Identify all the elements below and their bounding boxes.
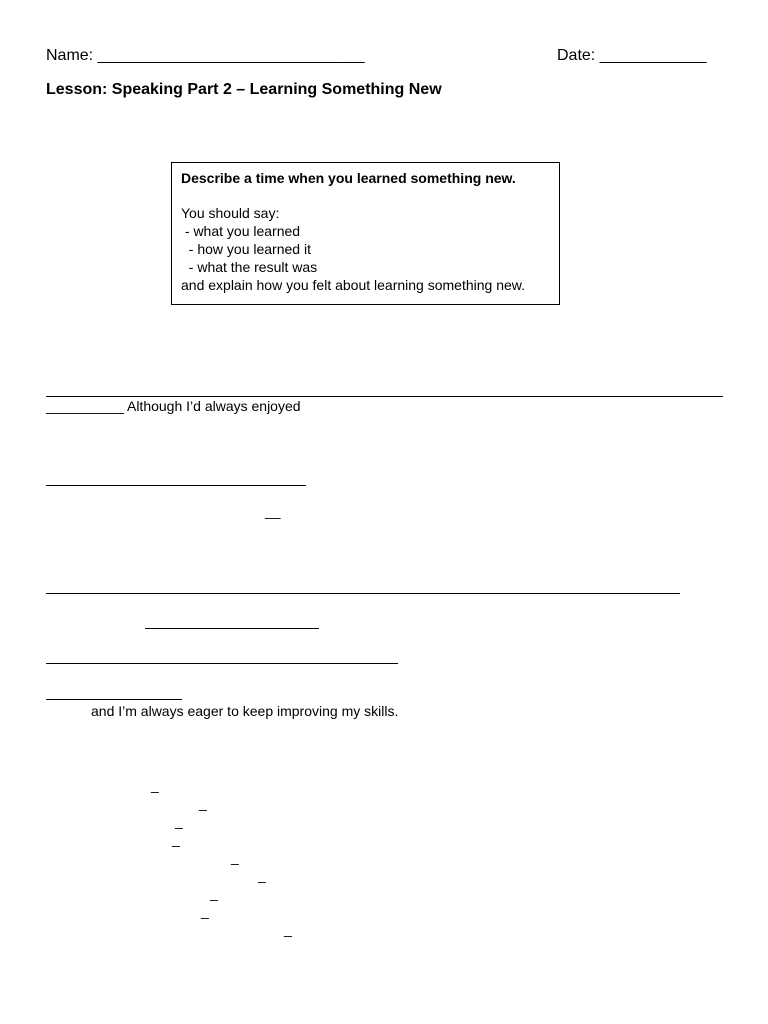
answer-dash: _	[210, 885, 218, 901]
answer-dash: _	[172, 831, 180, 847]
answer-dash: __	[265, 503, 281, 519]
answer-blank-line[interactable]	[46, 699, 182, 700]
date-field-label: Date: ____________	[557, 47, 707, 64]
answer-blank-line[interactable]	[46, 485, 306, 486]
cue-card-closing: and explain how you felt about learning something new.	[181, 277, 526, 293]
lesson-title: Lesson: Speaking Part 2 – Learning Something New	[46, 81, 442, 98]
answer-fragment: and I’m always eager to keep improving my skills.	[91, 703, 399, 719]
answer-dash: _	[175, 813, 183, 829]
answer-blank-line[interactable]	[46, 663, 398, 664]
cue-card-point: - what you learned	[181, 223, 301, 239]
answer-dash: _	[151, 777, 159, 793]
answer-dash: _	[258, 867, 266, 883]
answer-blank-line[interactable]	[46, 396, 723, 397]
cue-card-point: - how you learned it	[181, 241, 311, 257]
name-field-label: Name: ______________________________	[46, 47, 365, 64]
answer-dash: _	[231, 849, 239, 865]
cue-card-question: Describe a time when you learned something new.	[181, 170, 516, 186]
answer-blank-line[interactable]	[145, 628, 319, 629]
answer-dash: _	[284, 921, 292, 937]
answer-blank-line[interactable]	[46, 593, 680, 594]
cue-card	[171, 162, 560, 305]
answer-dash: _	[201, 903, 209, 919]
answer-fragment: __________ Although I’d always enjoyed	[46, 398, 301, 414]
cue-card-point: - what the result was	[181, 259, 318, 275]
answer-dash: _	[199, 795, 207, 811]
cue-card-intro: You should say:	[181, 205, 280, 221]
